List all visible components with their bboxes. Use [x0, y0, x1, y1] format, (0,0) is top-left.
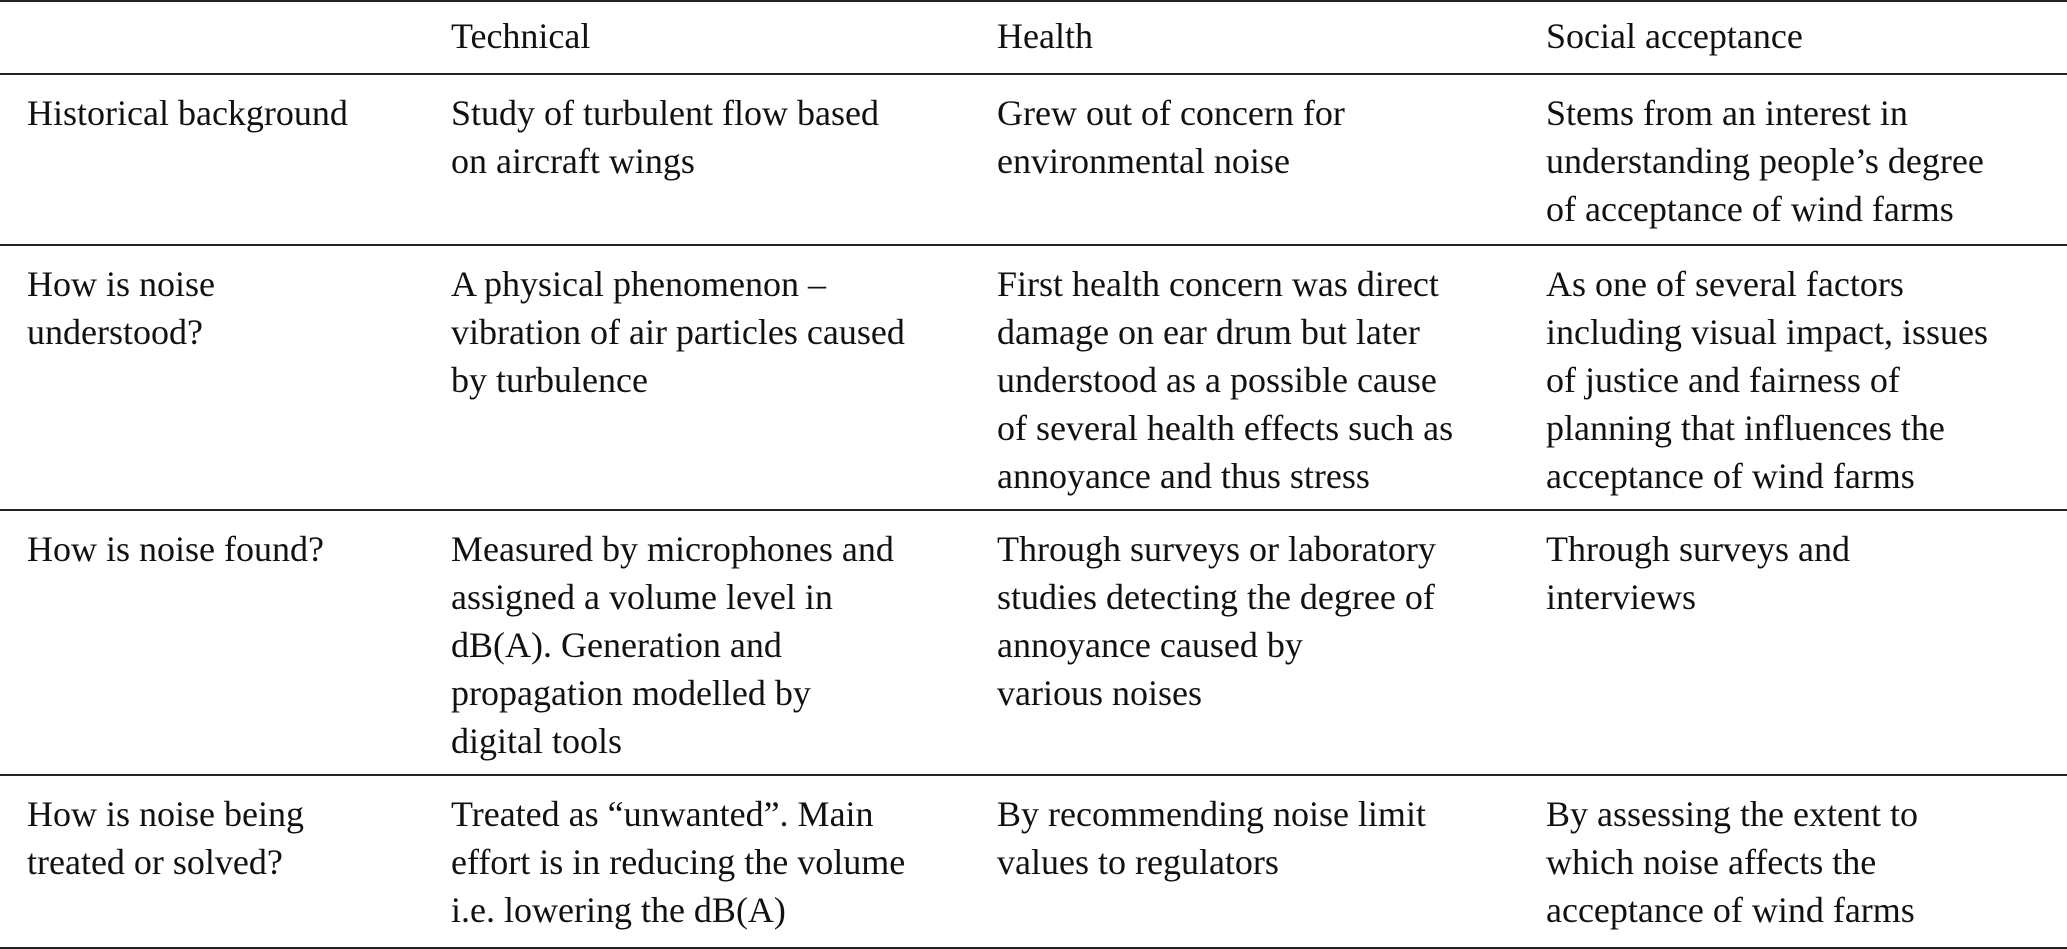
health-cell: Through surveys or laboratory studies detecting the degree of annoyance caused by various noises — [997, 529, 1436, 713]
header-technical: Technical — [451, 16, 591, 56]
table-row — [0, 776, 2067, 949]
table-row — [0, 246, 2067, 511]
social-cell: As one of several factors including visual impact, issues of justice and fairness of planning that influences the acceptance of wind farms — [1546, 264, 1988, 496]
header-health: Health — [997, 16, 1093, 56]
technical-cell: Study of turbulent flow based on aircraft wings — [451, 93, 879, 181]
technical-cell: Measured by microphones and assigned a volume level in dB(A). Generation and propagation modelled by digital tools — [451, 529, 894, 761]
header-social-acceptance: Social acceptance — [1546, 16, 1803, 56]
table-header-row — [0, 0, 2067, 75]
health-cell: Grew out of concern for environmental noise — [997, 93, 1345, 181]
row-label: How is noise found? — [27, 529, 324, 569]
health-cell: By recommending noise limit values to regulators — [997, 794, 1426, 882]
social-cell: Stems from an interest in understanding people’s degree of acceptance of wind farms — [1546, 93, 1984, 229]
technical-cell: Treated as “unwanted”. Main effort is in reducing the volume i.e. lowering the dB(A) — [451, 794, 906, 930]
table-row — [0, 75, 2067, 246]
technical-cell: A physical phenomenon – vibration of air particles caused by turbulence — [451, 264, 905, 400]
row-label: How is noise understood? — [27, 264, 215, 352]
row-label: How is noise being treated or solved? — [27, 794, 304, 882]
social-cell: Through surveys and interviews — [1546, 529, 1850, 617]
table-row — [0, 511, 2067, 776]
health-cell: First health concern was direct damage on ear drum but later understood as a possible cause of several health effects such as annoyance and thus stress — [997, 264, 1454, 496]
row-label: Historical background — [27, 93, 348, 133]
social-cell: By assessing the extent to which noise affects the acceptance of wind farms — [1546, 794, 1918, 930]
